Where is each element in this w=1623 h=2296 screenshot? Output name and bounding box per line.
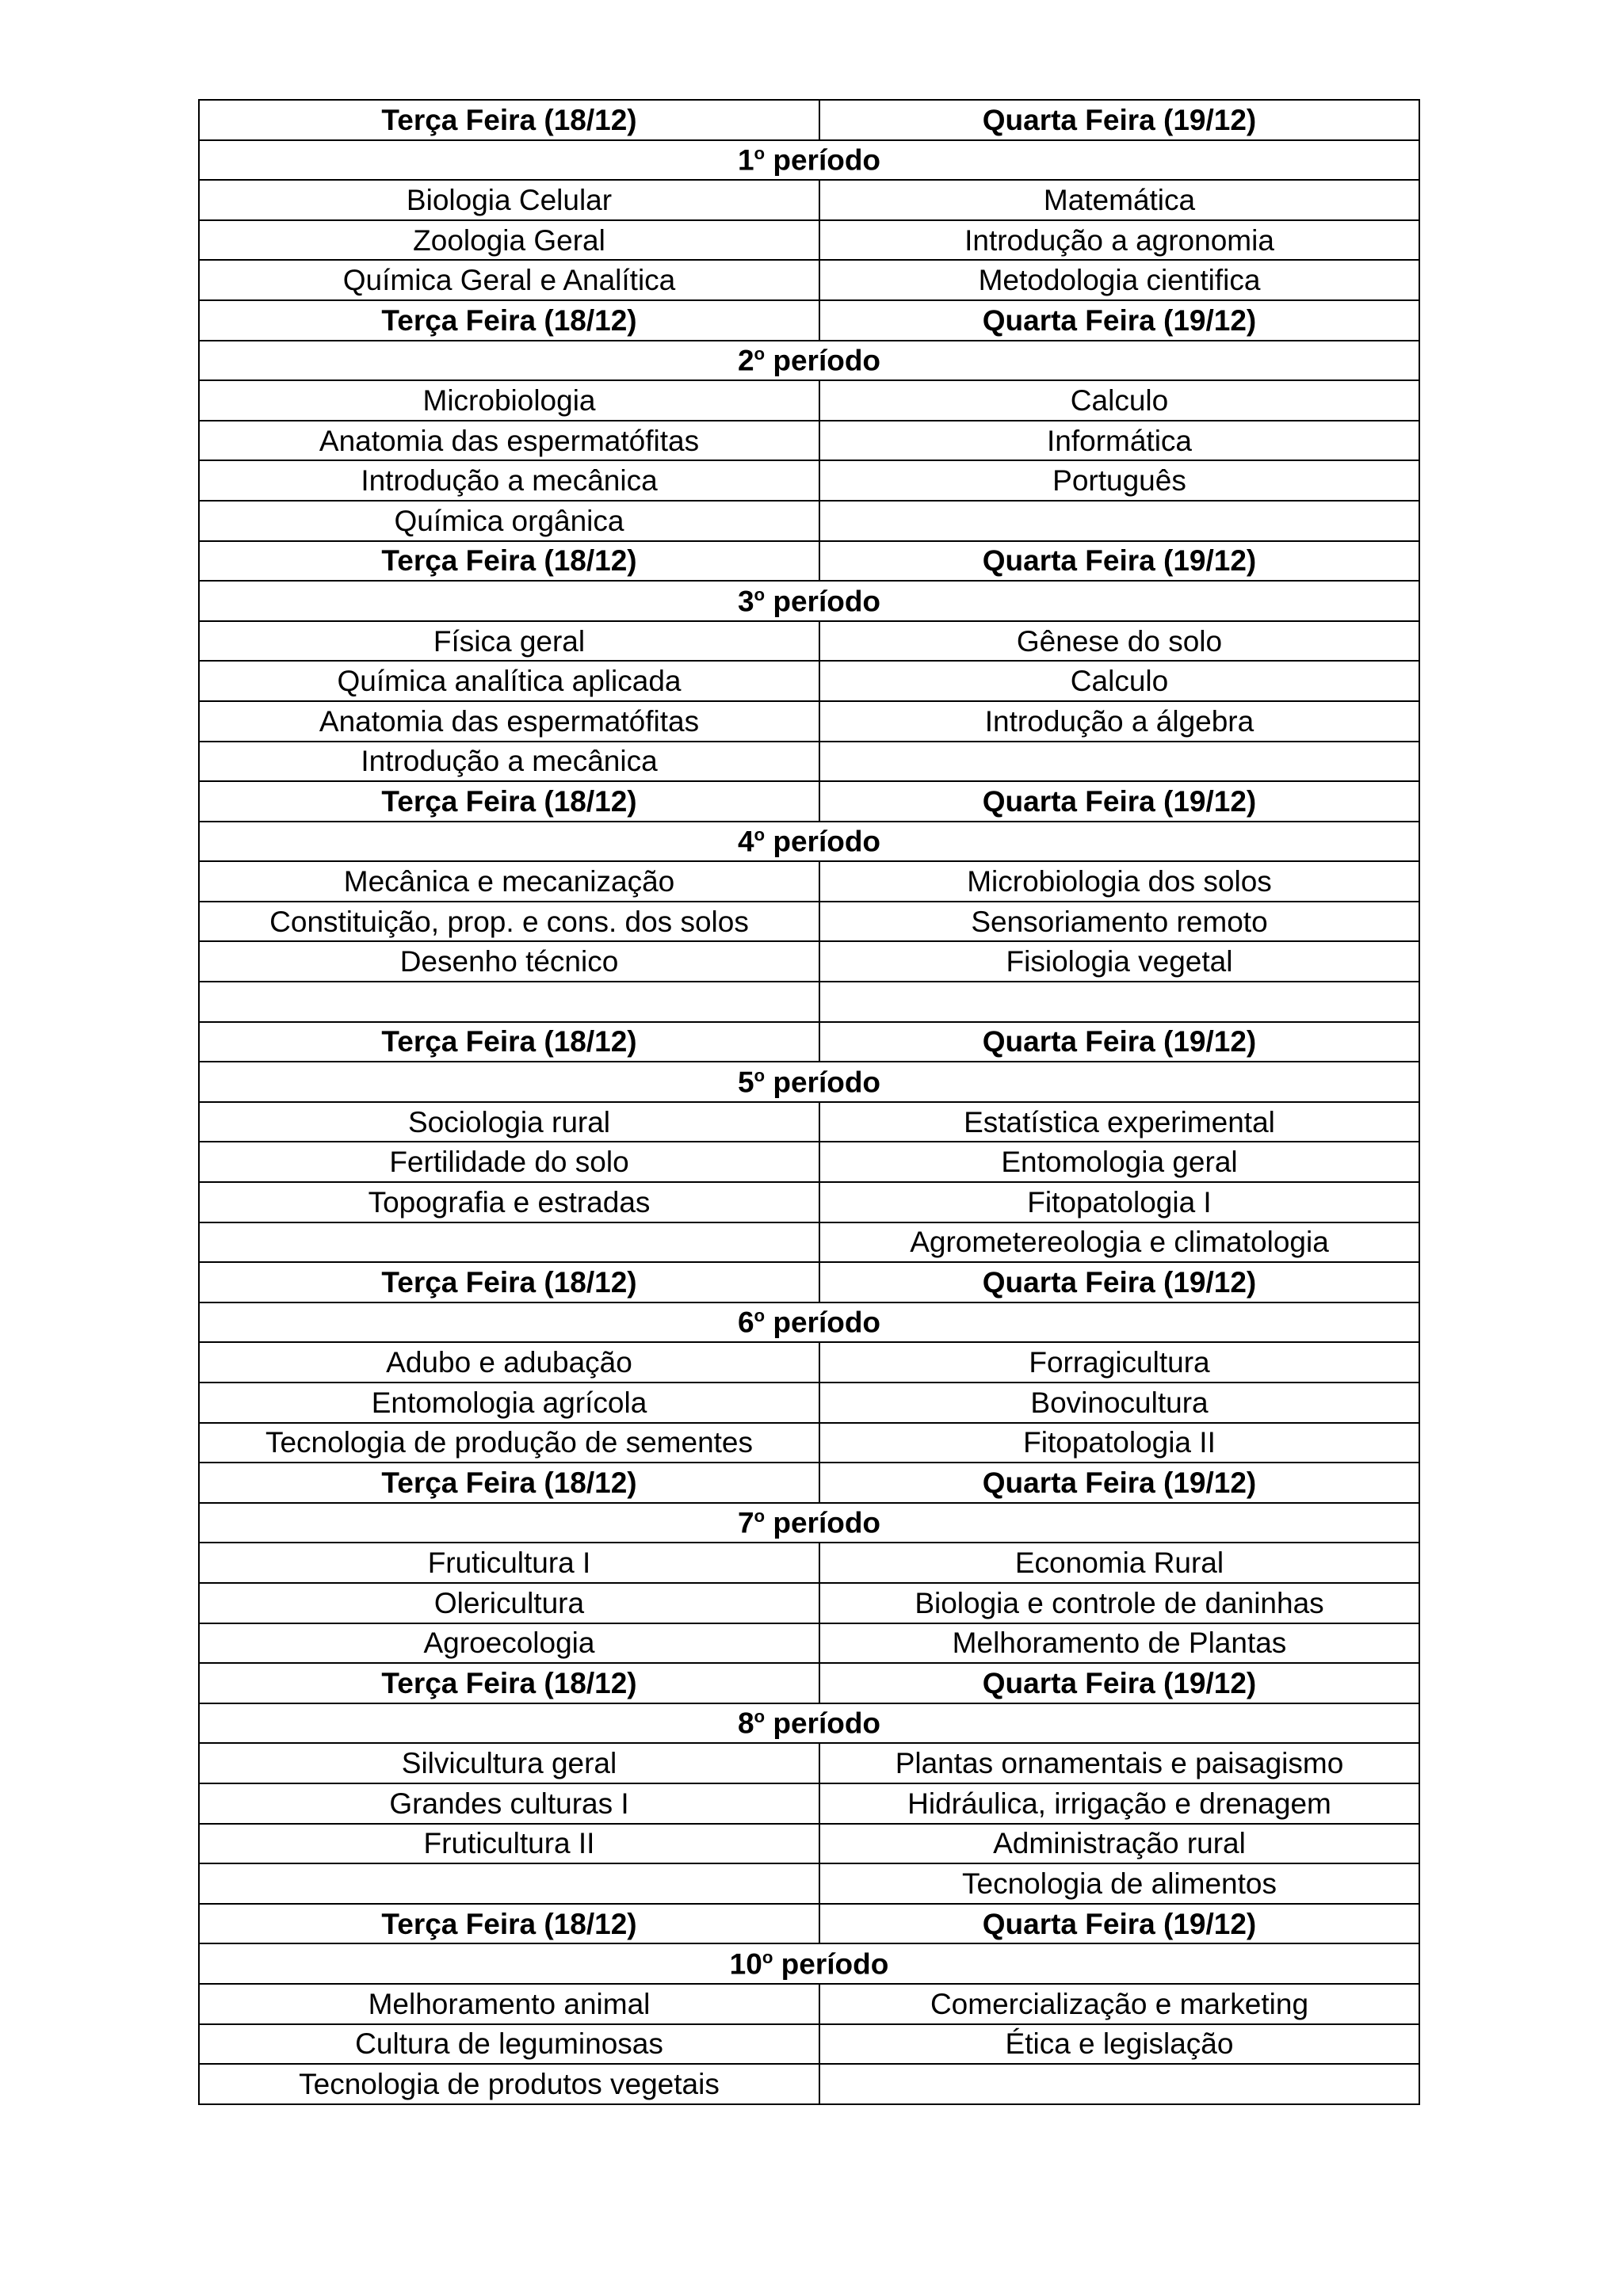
day-header-wednesday: Quarta Feira (19/12) [819,1463,1419,1503]
subject-row [199,1743,1419,1783]
subject-wednesday [819,742,1419,782]
subject-row [199,982,1419,1022]
subject-tuesday: Adubo e adubação [199,1342,819,1383]
day-header-tuesday: Terça Feira (18/12) [199,100,819,140]
ordinal-mark: o [754,1065,766,1085]
subject-row [199,1102,1419,1142]
subject-tuesday: Silvicultura geral [199,1743,819,1783]
subject-row [199,1783,1419,1824]
day-header-wednesday: Quarta Feira (19/12) [819,781,1419,822]
subject-row [199,220,1419,261]
subject-wednesday: Biologia e controle de daninhas [819,1583,1419,1623]
subject-row [199,701,1419,742]
subject-tuesday: Zoologia Geral [199,220,819,261]
day-header-tuesday: Terça Feira (18/12) [199,1463,819,1503]
subject-tuesday: Microbiologia [199,380,819,421]
subject-tuesday: Anatomia das espermatófitas [199,701,819,742]
day-header-row [199,1904,1419,1944]
subject-row [199,1383,1419,1423]
period-number: 2 [737,344,754,377]
day-header-row [199,541,1419,582]
subject-wednesday: Gênese do solo [819,621,1419,662]
subject-row [199,1984,1419,2024]
subject-tuesday: Cultura de leguminosas [199,2024,819,2065]
subject-wednesday: Estatística experimental [819,1102,1419,1142]
day-header-tuesday: Terça Feira (18/12) [199,1022,819,1062]
period-header-row [199,1943,1419,1984]
subject-row [199,1182,1419,1222]
period-title [199,1062,1419,1102]
subject-wednesday: Fitopatologia II [819,1423,1419,1463]
subject-wednesday: Forragicultura [819,1342,1419,1383]
subject-row [199,661,1419,701]
subject-tuesday: Anatomia das espermatófitas [199,421,819,461]
subject-row [199,2024,1419,2065]
subject-tuesday: Fruticultura II [199,1824,819,1864]
subject-wednesday: Introdução a álgebra [819,701,1419,742]
subject-row [199,1543,1419,1583]
subject-row [199,742,1419,782]
subject-tuesday: Química analítica aplicada [199,661,819,701]
subject-wednesday: Administração rural [819,1824,1419,1864]
subject-tuesday: Tecnologia de produção de sementes [199,1423,819,1463]
subject-wednesday: Metodologia cientifica [819,260,1419,300]
subject-tuesday: Biologia Celular [199,180,819,220]
subject-row [199,621,1419,662]
period-word: período [773,1707,881,1740]
subject-wednesday: Fitopatologia I [819,1182,1419,1222]
subject-wednesday [819,982,1419,1022]
subject-row [199,1222,1419,1263]
subject-tuesday: Sociologia rural [199,1102,819,1142]
subject-tuesday: Olericultura [199,1583,819,1623]
ordinal-mark: o [754,1306,766,1326]
period-word: período [773,1306,881,1339]
subject-wednesday: Agrometereologia e climatologia [819,1222,1419,1263]
subject-tuesday: Fruticultura I [199,1543,819,1583]
subject-row [199,501,1419,541]
day-header-row [199,781,1419,822]
day-header-wednesday: Quarta Feira (19/12) [819,541,1419,582]
period-word: período [773,344,881,377]
subject-row [199,1623,1419,1664]
subject-row [199,1423,1419,1463]
subject-row [199,861,1419,902]
day-header-tuesday: Terça Feira (18/12) [199,781,819,822]
subject-wednesday: Economia Rural [819,1543,1419,1583]
period-word: período [773,1506,881,1539]
subject-row [199,380,1419,421]
period-number: 5 [737,1066,754,1099]
ordinal-mark: o [754,1707,766,1727]
day-header-tuesday: Terça Feira (18/12) [199,541,819,582]
period-word: período [773,825,881,858]
subject-wednesday: Ética e legislação [819,2024,1419,2065]
ordinal-mark: o [754,584,766,605]
subject-tuesday: Química orgânica [199,501,819,541]
period-header-row [199,341,1419,381]
period-number: 3 [737,585,754,618]
day-header-wednesday: Quarta Feira (19/12) [819,1262,1419,1302]
day-header-tuesday: Terça Feira (18/12) [199,1904,819,1944]
subject-tuesday: Introdução a mecânica [199,460,819,501]
subject-tuesday: Mecânica e mecanização [199,861,819,902]
subject-wednesday: Português [819,460,1419,501]
subject-wednesday: Sensoriamento remoto [819,902,1419,942]
subject-row [199,941,1419,982]
ordinal-mark: o [754,1506,766,1527]
subject-row [199,1142,1419,1182]
period-word: período [773,1066,881,1099]
subject-row [199,1342,1419,1383]
period-header-row [199,1503,1419,1543]
day-header-wednesday: Quarta Feira (19/12) [819,1663,1419,1703]
period-title [199,1943,1419,1984]
subject-tuesday: Entomologia agrícola [199,1383,819,1423]
period-title [199,1503,1419,1543]
period-number: 1 [737,143,754,177]
subject-wednesday: Melhoramento de Plantas [819,1623,1419,1664]
period-title [199,341,1419,381]
day-header-row [199,1262,1419,1302]
subject-wednesday: Informática [819,421,1419,461]
day-header-wednesday: Quarta Feira (19/12) [819,1904,1419,1944]
subject-tuesday: Desenho técnico [199,941,819,982]
subject-tuesday: Física geral [199,621,819,662]
subject-wednesday: Microbiologia dos solos [819,861,1419,902]
subject-tuesday: Introdução a mecânica [199,742,819,782]
period-title [199,140,1419,181]
subject-wednesday: Plantas ornamentais e paisagismo [819,1743,1419,1783]
ordinal-mark: o [754,825,766,845]
subject-tuesday: Constituição, prop. e cons. dos solos [199,902,819,942]
day-header-row [199,100,1419,140]
subject-row [199,180,1419,220]
period-number: 10 [729,1947,762,1981]
subject-wednesday: Tecnologia de alimentos [819,1863,1419,1904]
subject-tuesday [199,982,819,1022]
day-header-tuesday: Terça Feira (18/12) [199,1663,819,1703]
subject-row [199,1863,1419,1904]
period-number: 4 [737,825,754,858]
subject-wednesday: Comercialização e marketing [819,1984,1419,2024]
period-header-row [199,1062,1419,1102]
subject-tuesday [199,1222,819,1263]
subject-wednesday: Calculo [819,661,1419,701]
day-header-tuesday: Terça Feira (18/12) [199,300,819,341]
subject-tuesday: Melhoramento animal [199,1984,819,2024]
period-word: período [773,585,881,618]
day-header-row [199,1663,1419,1703]
period-number: 6 [737,1306,754,1339]
subject-row [199,421,1419,461]
subject-tuesday: Grandes culturas I [199,1783,819,1824]
subject-wednesday: Hidráulica, irrigação e drenagem [819,1783,1419,1824]
day-header-wednesday: Quarta Feira (19/12) [819,100,1419,140]
subject-tuesday: Química Geral e Analítica [199,260,819,300]
period-title [199,1703,1419,1744]
day-header-tuesday: Terça Feira (18/12) [199,1262,819,1302]
period-number: 7 [737,1506,754,1539]
subject-row [199,2064,1419,2104]
subject-row [199,1583,1419,1623]
subject-row [199,460,1419,501]
period-title [199,1302,1419,1343]
day-header-row [199,1463,1419,1503]
subject-tuesday: Tecnologia de produtos vegetais [199,2064,819,2104]
subject-row [199,260,1419,300]
exam-schedule-table [198,99,1420,2105]
period-title [199,822,1419,862]
period-header-row [199,140,1419,181]
period-word: período [781,1947,889,1981]
period-header-row [199,1302,1419,1343]
period-header-row [199,1703,1419,1744]
subject-tuesday: Topografia e estradas [199,1182,819,1222]
day-header-wednesday: Quarta Feira (19/12) [819,1022,1419,1062]
ordinal-mark: o [754,344,766,364]
period-title [199,581,1419,621]
subject-row [199,1824,1419,1864]
subject-row [199,902,1419,942]
period-number: 8 [737,1707,754,1740]
subject-wednesday [819,2064,1419,2104]
subject-wednesday: Introdução a agronomia [819,220,1419,261]
subject-wednesday: Calculo [819,380,1419,421]
subject-wednesday: Fisiologia vegetal [819,941,1419,982]
subject-wednesday: Bovinocultura [819,1383,1419,1423]
subject-tuesday: Agroecologia [199,1623,819,1664]
subject-tuesday [199,1863,819,1904]
day-header-row [199,300,1419,341]
subject-wednesday [819,501,1419,541]
exam-schedule-body [199,100,1419,2104]
subject-wednesday: Entomologia geral [819,1142,1419,1182]
day-header-wednesday: Quarta Feira (19/12) [819,300,1419,341]
period-header-row [199,822,1419,862]
subject-tuesday: Fertilidade do solo [199,1142,819,1182]
period-header-row [199,581,1419,621]
period-word: período [773,143,881,177]
subject-wednesday: Matemática [819,180,1419,220]
ordinal-mark: o [754,143,766,164]
day-header-row [199,1022,1419,1062]
ordinal-mark: o [762,1947,773,1967]
